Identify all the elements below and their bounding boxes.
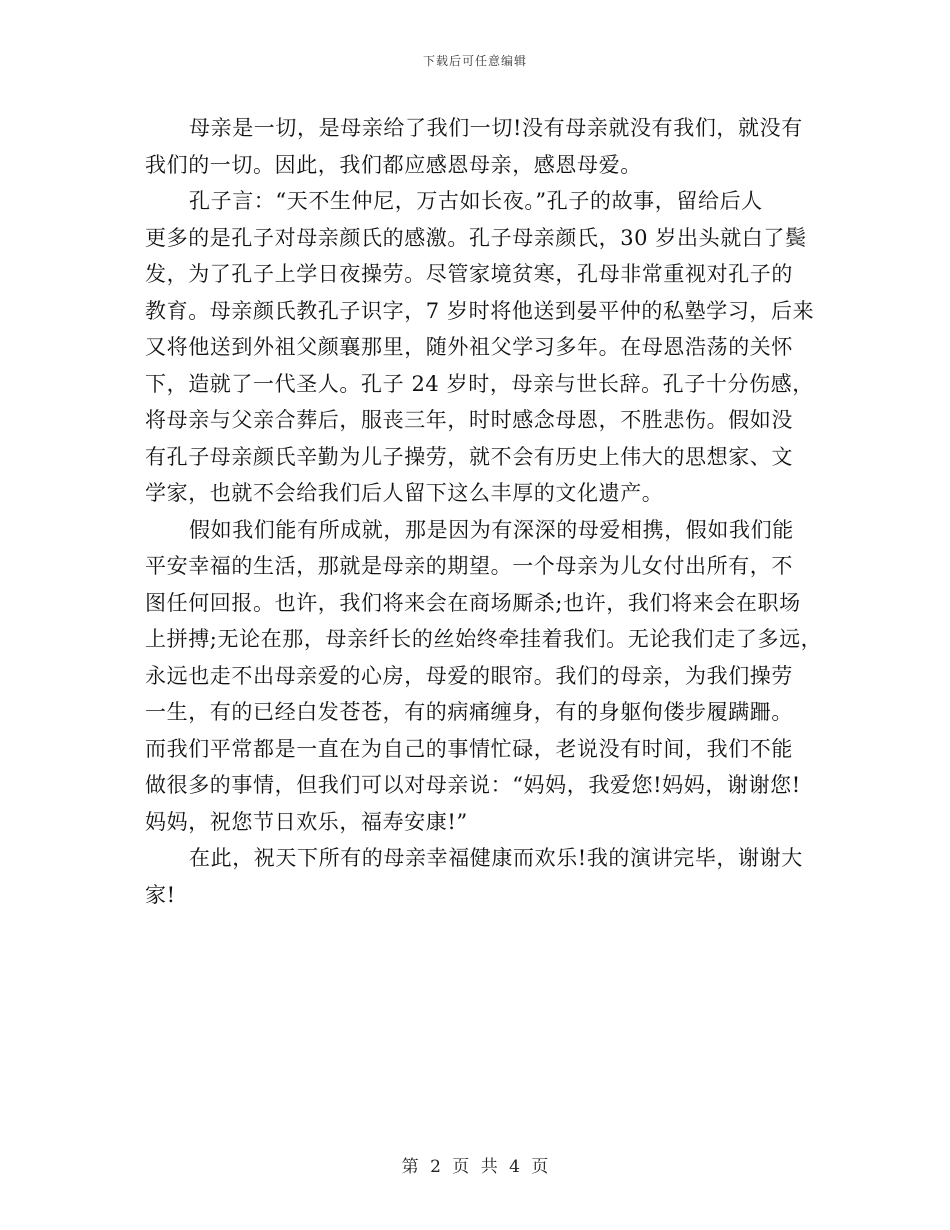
page-number: 第 2 页 共 4 页 (401, 1157, 549, 1177)
paragraph-line: 我们的一切。因此，我们都应感恩母亲，感恩母爱。 (145, 152, 642, 177)
paragraph-line: 孔子言：“天不生仲尼，万古如长夜。”孔子的故事，留给后人 (189, 189, 763, 213)
paragraph-line: 永远也走不出母亲爱的心房，母爱的眼帘。我们的母亲，为我们操劳 (145, 663, 793, 688)
paragraph-line: 母亲是一切，是母亲给了我们一切!没有母亲就没有我们，就没有 (189, 116, 803, 140)
paragraph-line: 做很多的事情，但我们可以对母亲说：“妈妈，我爱您!妈妈，谢谢您! (145, 773, 801, 797)
document-body (145, 110, 823, 913)
paragraph-line: 平安幸福的生活，那就是母亲的期望。一个母亲为儿女付出所有，不 (145, 554, 793, 578)
paragraph-line: 上拼搏;无论在那，母亲纤长的丝始终牵挂着我们。无论我们走了多远， (145, 627, 823, 651)
paragraph-line: 将母亲与父亲合葬后，服丧三年，时时感念母恩，不胜悲伤。假如没 (145, 408, 793, 432)
paragraph-line: 图任何回报。也许，我们将来会在商场厮杀;也许，我们将来会在职场 (145, 590, 801, 615)
paragraph-line: 一生，有的已经白发苍苍，有的病痛缠身，有的身躯佝偻步履蹒跚。 (145, 700, 793, 724)
paragraph-line: 教育。母亲颜氏教孔子识字，7 岁时将他送到晏平仲的私塾学习，后来 (145, 298, 815, 323)
paragraph-line: 更多的是孔子对母亲颜氏的感激。孔子母亲颜氏，30 岁出头就白了鬓 (145, 225, 807, 250)
paragraph-line: 假如我们能有所成就，那是因为有深深的母爱相携，假如我们能 (189, 517, 794, 542)
paragraph-line: 发，为了孔子上学日夜操劳。尽管家境贫寒，孔母非常重视对孔子的 (145, 262, 793, 286)
page-header: 下载后可任意编辑 (422, 54, 527, 68)
paragraph-line: 而我们平常都是一直在为自己的事情忙碌，老说没有时间，我们不能 (145, 736, 793, 761)
paragraph-line: 家! (145, 882, 176, 907)
paragraph-line: 学家，也就不会给我们后人留下这么丰厚的文化遗产。 (145, 481, 664, 505)
paragraph-line: 在此，祝天下所有的母亲幸福健康而欢乐!我的演讲完毕，谢谢大 (189, 846, 803, 870)
paragraph-line: 下，造就了一代圣人。孔子 24 岁时，母亲与世长辞。孔子十分伤感， (145, 371, 814, 396)
paragraph-line: 有孔子母亲颜氏辛勤为儿子操劳，就不会有历史上伟大的思想家、文 (145, 444, 793, 469)
paragraph-line: 又将他送到外祖父颜襄那里，随外祖父学习多年。在母恩浩荡的关怀 (145, 335, 793, 359)
paragraph-line: 妈妈，祝您节日欢乐，福寿安康!” (145, 809, 468, 834)
